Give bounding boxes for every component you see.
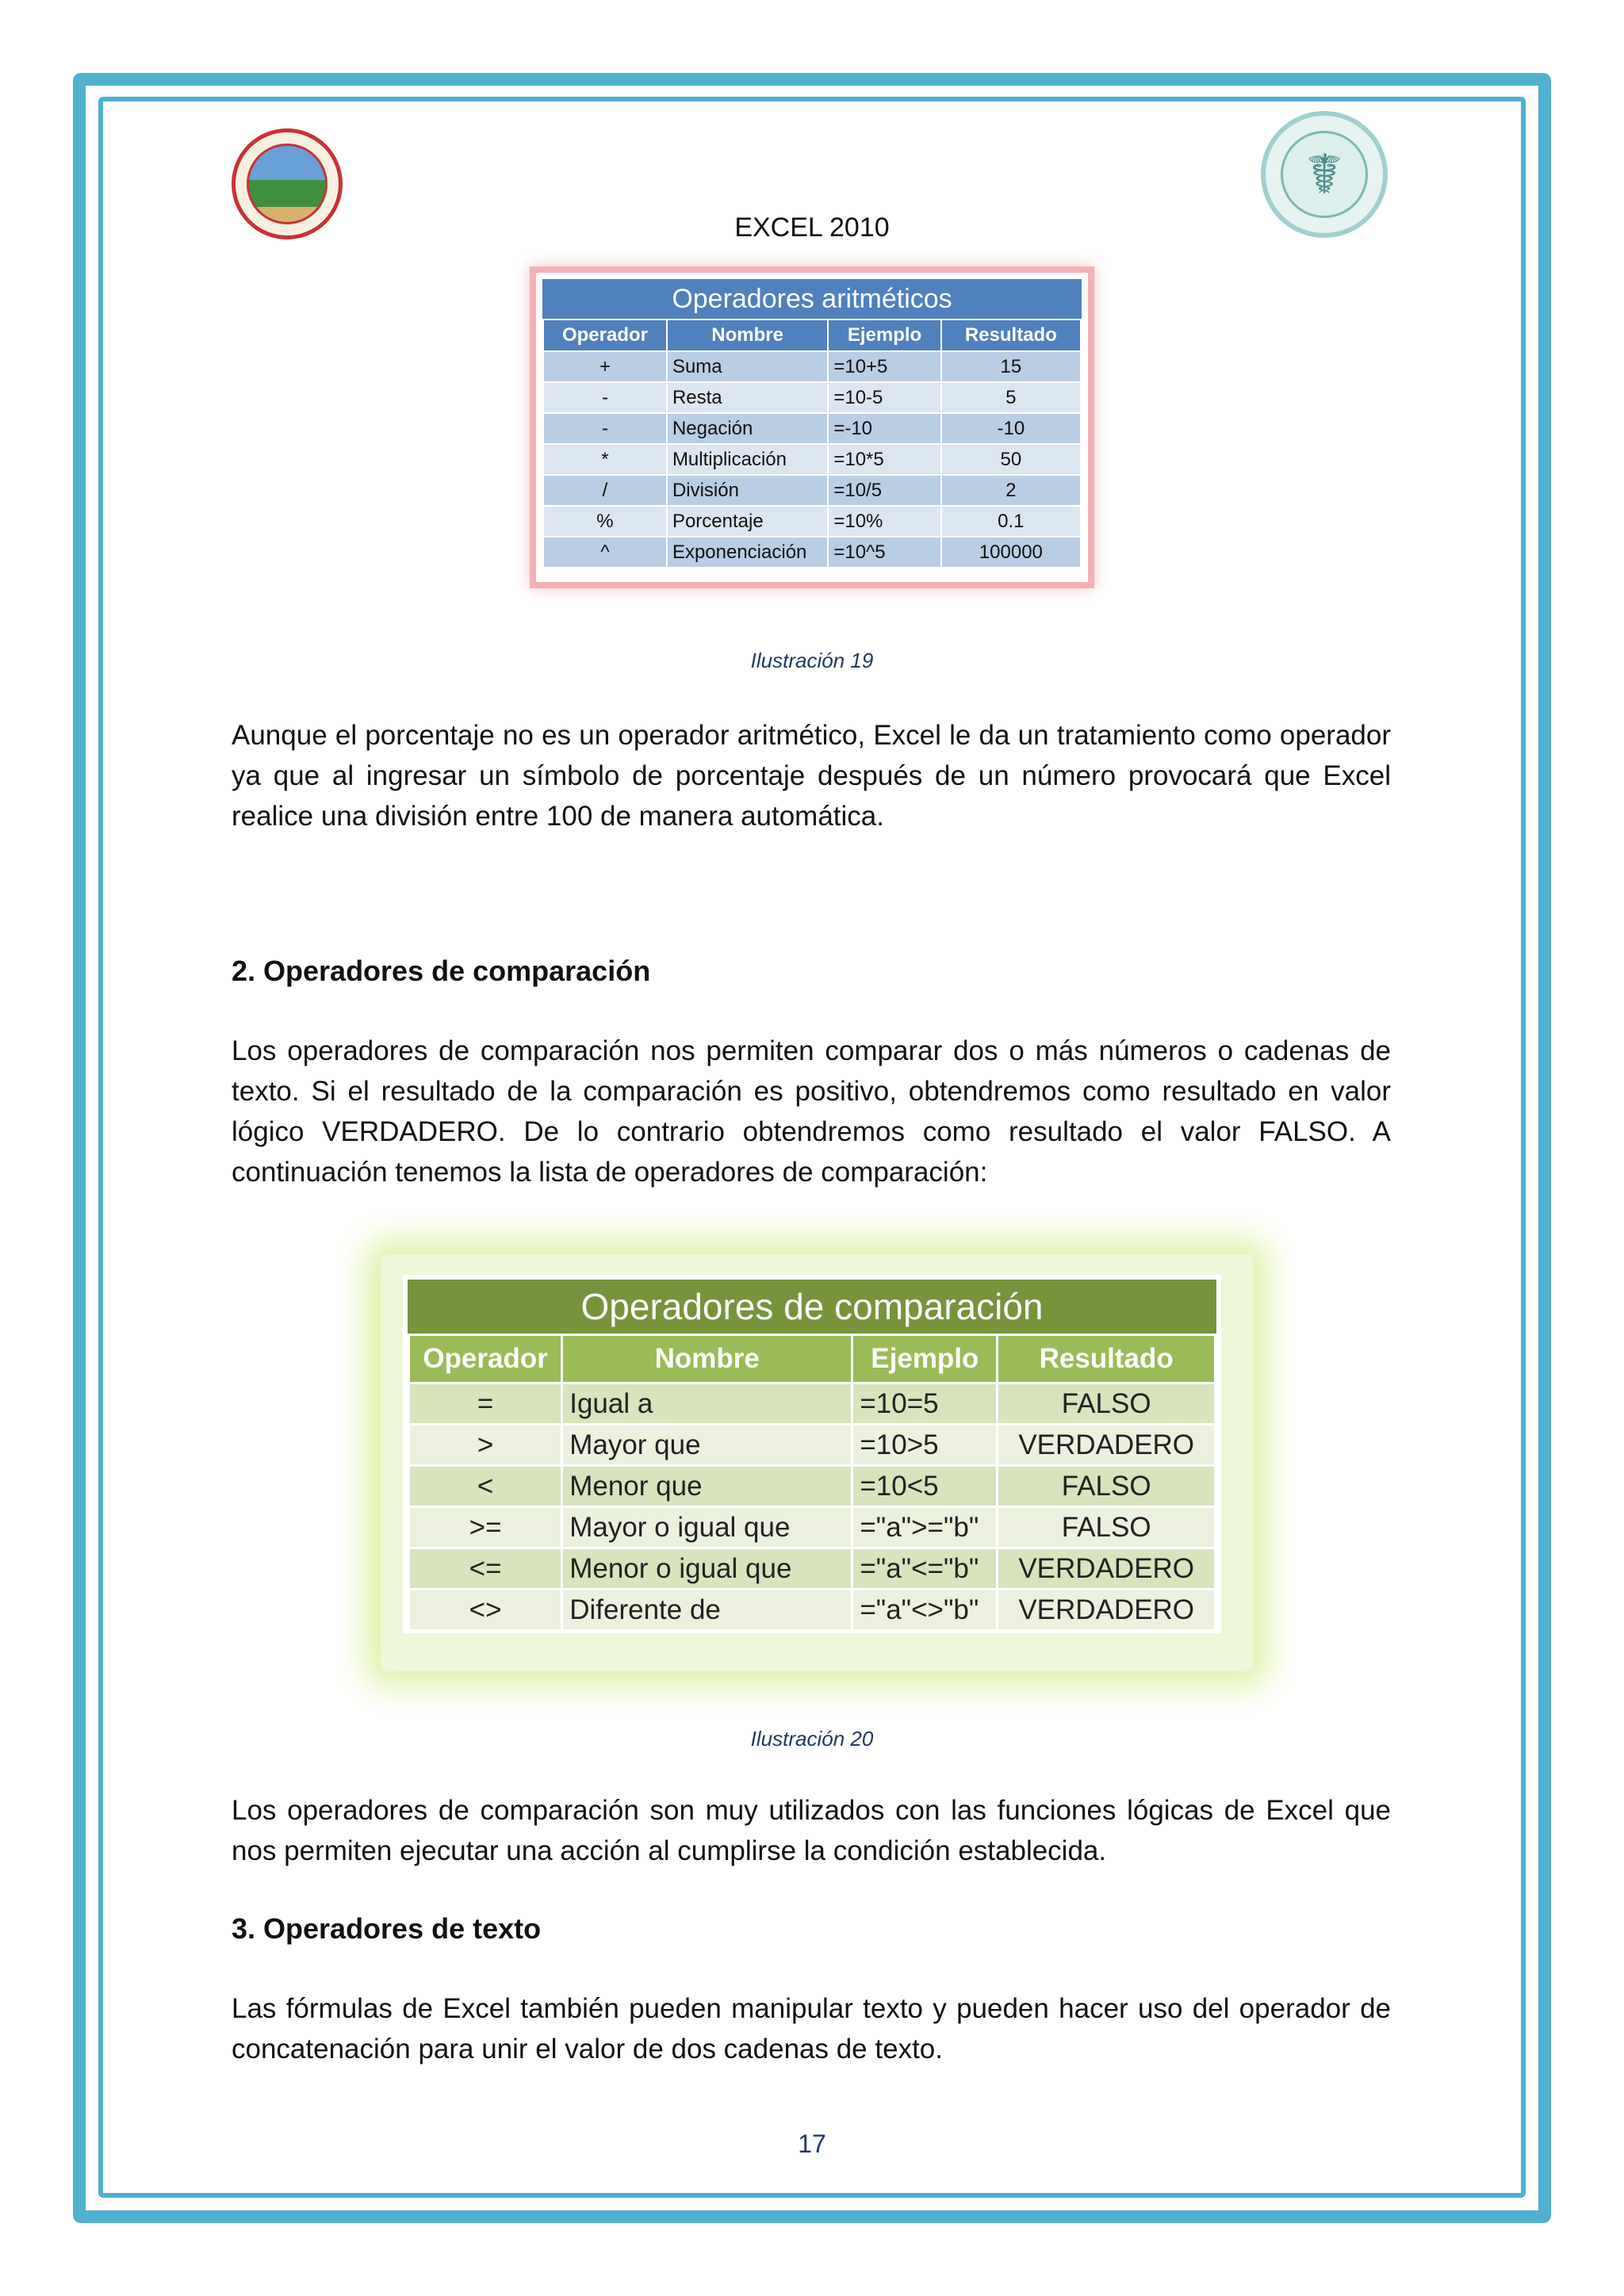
name-cell: Negación	[667, 413, 828, 444]
figure-caption-19: Ilustración 19	[750, 649, 874, 672]
operator-cell: +	[543, 351, 667, 382]
operator-cell: =	[409, 1383, 562, 1425]
result-cell: 2	[941, 475, 1081, 506]
column-header: Operador	[409, 1335, 562, 1383]
table-row	[543, 351, 1081, 382]
name-cell: Menor o igual que	[562, 1548, 852, 1590]
paragraph-text-operators: Las fórmulas de Excel también pueden manipular texto y pueden hacer uso del operador de concatenación para unir el valor de dos cadenas de texto.	[232, 1993, 1391, 2064]
result-cell: FALSO	[998, 1383, 1216, 1425]
faculty-seal-logo: ☤	[1261, 111, 1388, 238]
table-row	[543, 382, 1081, 413]
table-title: Operadores de comparación	[408, 1280, 1216, 1334]
operator-cell: *	[543, 444, 667, 475]
figure-caption-20: Ilustración 20	[750, 1727, 874, 1751]
result-cell: VERDADERO	[998, 1425, 1216, 1466]
result-cell: FALSO	[998, 1507, 1216, 1548]
name-cell: Resta	[667, 382, 828, 413]
example-cell: =10>5	[852, 1425, 998, 1466]
table-row	[409, 1507, 1216, 1548]
page-number: 17	[798, 2130, 826, 2158]
example-cell: =10<5	[852, 1466, 998, 1507]
table-row	[409, 1383, 1216, 1425]
operator-cell: /	[543, 475, 667, 506]
table-row	[543, 444, 1081, 475]
arithmetic-operators-table	[530, 266, 1094, 588]
result-cell: -10	[941, 413, 1081, 444]
operator-cell: <>	[409, 1590, 562, 1631]
column-header: Ejemplo	[852, 1335, 998, 1383]
table-row	[543, 537, 1081, 568]
operator-cell: >=	[409, 1507, 562, 1548]
operator-cell: <=	[409, 1548, 562, 1590]
document-header-title: EXCEL 2010	[734, 212, 890, 243]
paragraph-comparison-intro: Los operadores de comparación nos permiten comparar dos o más números o cadenas de texto. Si el resultado de la comparación es positivo, obtendremos como resultado en valor lógico VERDADERO. De lo contrario obtendremos como resultado el valor FALSO. A continuación tenemos la lista de operadores de comparación:	[232, 1035, 1391, 1188]
name-cell: División	[667, 475, 828, 506]
result-cell: FALSO	[998, 1466, 1216, 1507]
result-cell: VERDADERO	[998, 1548, 1216, 1590]
column-header: Ejemplo	[828, 320, 940, 351]
operator-cell: >	[409, 1425, 562, 1466]
result-cell: 15	[941, 351, 1081, 382]
table-row	[409, 1466, 1216, 1507]
example-cell: =10/5	[828, 475, 940, 506]
name-cell: Mayor que	[562, 1425, 852, 1466]
example-cell: =10^5	[828, 537, 940, 568]
name-cell: Exponenciación	[667, 537, 828, 568]
column-header: Resultado	[998, 1335, 1216, 1383]
example-cell: =-10	[828, 413, 940, 444]
result-cell: 0.1	[941, 506, 1081, 537]
operator-cell: -	[543, 382, 667, 413]
example-cell: =10*5	[828, 444, 940, 475]
table-row	[409, 1590, 1216, 1631]
name-cell: Porcentaje	[667, 506, 828, 537]
name-cell: Diferente de	[562, 1590, 852, 1631]
example-cell: ="a">="b"	[852, 1507, 998, 1548]
example-cell: =10=5	[852, 1383, 998, 1425]
example-cell: ="a"<="b"	[852, 1548, 998, 1590]
paragraph-percentage: Aunque el porcentaje no es un operador aritmético, Excel le da un tratamiento como operador ya que al ingresar un símbolo de porcentaje después de un número provocará que Excel realice una división entre 100 de manera automática.	[232, 720, 1391, 832]
operator-cell: ^	[543, 537, 667, 568]
paragraph-comparison-usage: Los operadores de comparación son muy utilizados con las funciones lógicas de Excel que nos permiten ejecutar una acción al cumplirse la condición establecida.	[232, 1795, 1391, 1866]
name-cell: Menor que	[562, 1466, 852, 1507]
example-cell: ="a"<>"b"	[852, 1590, 998, 1631]
table-row	[543, 475, 1081, 506]
table-title: Operadores aritméticos	[542, 279, 1082, 319]
section-heading-text: 3. Operadores de texto	[232, 1912, 542, 1945]
result-cell: 50	[941, 444, 1081, 475]
operator-cell: -	[543, 413, 667, 444]
operator-cell: %	[543, 506, 667, 537]
name-cell: Igual a	[562, 1383, 852, 1425]
result-cell: VERDADERO	[998, 1590, 1216, 1631]
example-cell: =10%	[828, 506, 940, 537]
comparison-operators-table	[403, 1275, 1221, 1633]
result-cell: 5	[941, 382, 1081, 413]
table-row	[409, 1425, 1216, 1466]
column-header: Operador	[543, 320, 667, 351]
table-row	[409, 1548, 1216, 1590]
example-cell: =10-5	[828, 382, 940, 413]
name-cell: Mayor o igual que	[562, 1507, 852, 1548]
column-header: Nombre	[562, 1335, 852, 1383]
table-row	[543, 413, 1081, 444]
operator-cell: <	[409, 1466, 562, 1507]
result-cell: 100000	[941, 537, 1081, 568]
example-cell: =10+5	[828, 351, 940, 382]
column-header: Resultado	[941, 320, 1081, 351]
name-cell: Suma	[667, 351, 828, 382]
section-heading-comparison: 2. Operadores de comparación	[232, 955, 651, 987]
column-header: Nombre	[667, 320, 828, 351]
name-cell: Multiplicación	[667, 444, 828, 475]
table-row	[543, 506, 1081, 537]
